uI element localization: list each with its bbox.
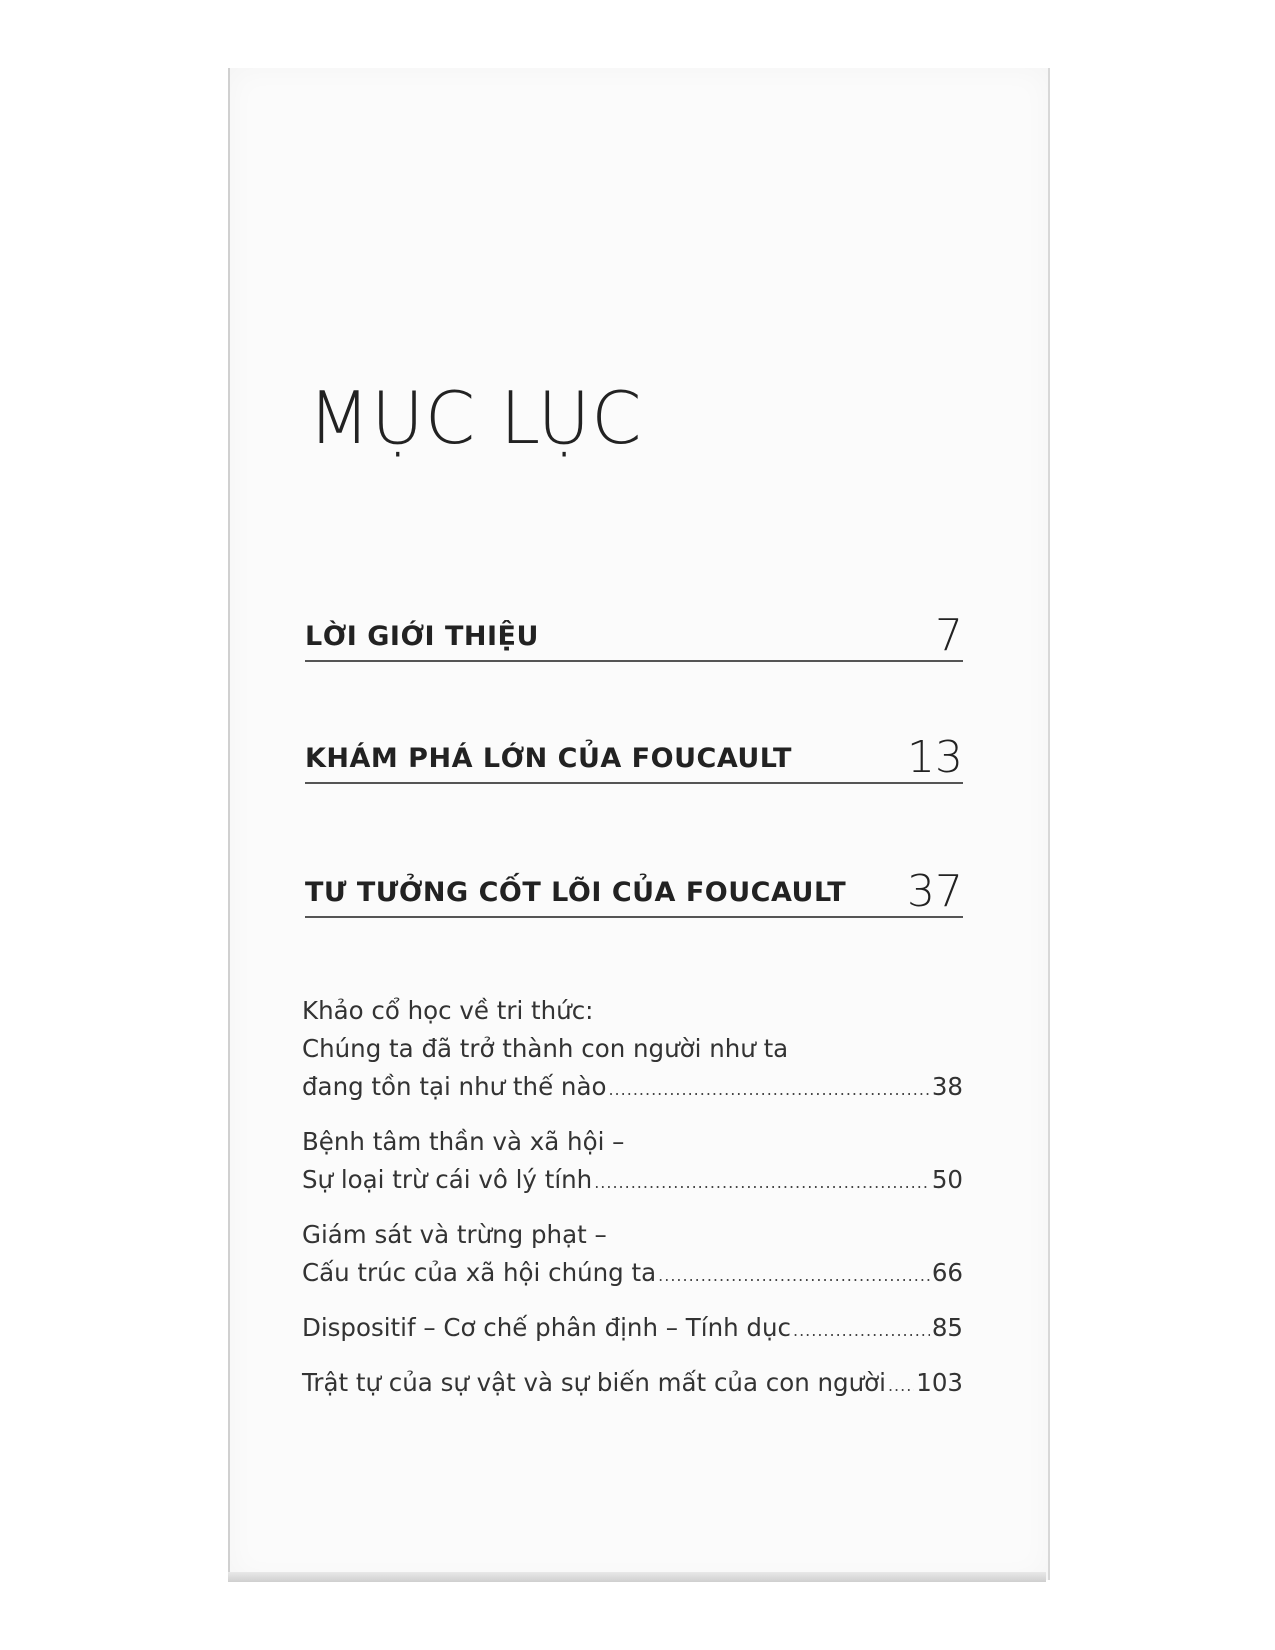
toc-entry[interactable] <box>302 1309 963 1350</box>
section-page-number: 13 <box>907 732 963 783</box>
toc-section-intro[interactable] <box>305 600 963 662</box>
toc-entry[interactable] <box>302 1364 963 1405</box>
dot-leader <box>888 1367 914 1405</box>
toc-entry[interactable] <box>302 1216 963 1295</box>
entry-page-number: 85 <box>931 1313 963 1342</box>
entry-line: Cấu trúc của xã hội chúng ta <box>302 1258 657 1287</box>
toc-entry-list <box>302 992 963 1419</box>
toc-section-discovery[interactable] <box>305 720 963 784</box>
entry-line: Bệnh tâm thần và xã hội – <box>302 1127 625 1156</box>
section-page-number: 7 <box>935 610 963 661</box>
entry-line: Trật tự của sự vật và sự biến mất của con người <box>302 1368 886 1397</box>
entry-line: Giám sát và trừng phạt – <box>302 1220 607 1249</box>
entry-page-number: 66 <box>931 1258 963 1287</box>
section-label: TƯ TƯỞNG CỐT LÕI CỦA FOUCAULT <box>305 877 847 908</box>
dot-leader <box>793 1312 930 1350</box>
section-label: LỜI GIỚI THIỆU <box>305 621 539 652</box>
section-label: KHÁM PHÁ LỚN CỦA FOUCAULT <box>305 743 792 774</box>
entry-page-number: 50 <box>931 1165 963 1194</box>
entry-page-number: 38 <box>931 1072 963 1101</box>
entry-line: đang tồn tại như thế nào <box>302 1072 607 1101</box>
page-title: MỤC LỤC <box>308 376 643 460</box>
toc-entry[interactable] <box>302 1123 963 1202</box>
toc-section-core-ideas[interactable] <box>305 854 963 918</box>
dot-leader <box>658 1257 930 1295</box>
entry-line: Khảo cổ học về tri thức: <box>302 996 594 1025</box>
entry-line: Chúng ta đã trở thành con người như ta <box>302 1034 789 1063</box>
entry-line: Sự loại trừ cái vô lý tính <box>302 1165 593 1194</box>
dot-leader <box>594 1164 930 1202</box>
entry-line: Dispositif – Cơ chế phân định – Tính dục <box>302 1313 791 1342</box>
toc-entry[interactable] <box>302 992 963 1109</box>
dot-leader <box>608 1071 929 1109</box>
entry-page-number: 103 <box>916 1368 963 1397</box>
section-page-number: 37 <box>907 866 963 917</box>
page-bottom-edge <box>228 1572 1046 1582</box>
